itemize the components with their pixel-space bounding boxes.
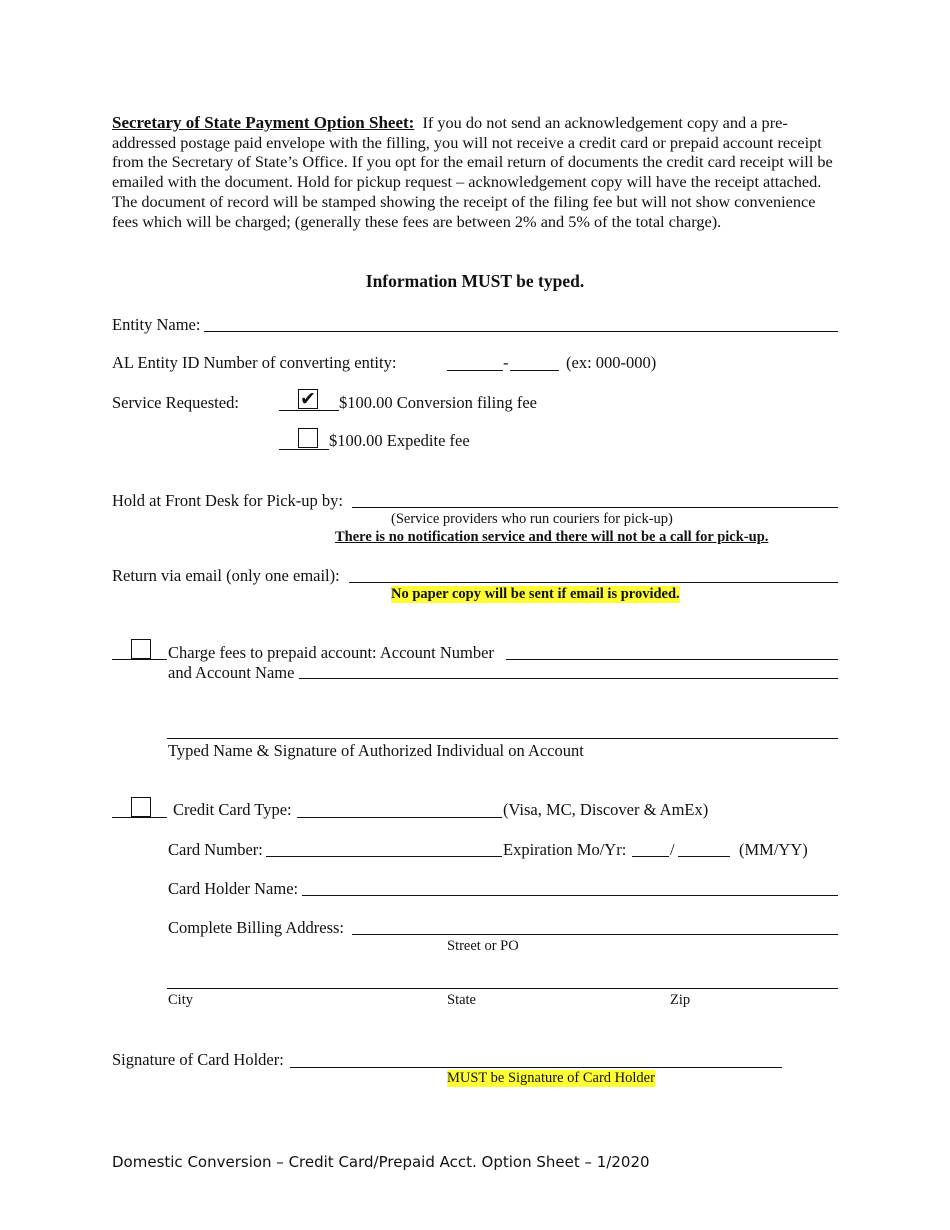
service-expedite-label: $100.00 Expedite fee: [329, 431, 470, 450]
street-caption: Street or PO: [447, 938, 519, 954]
billing-city-state-zip-field[interactable]: [167, 988, 838, 989]
entity-name-label: Entity Name:: [112, 315, 201, 334]
prepaid-account-name-label: and Account Name: [168, 663, 295, 682]
credit-card-type-label: Credit Card Type:: [173, 800, 292, 819]
entity-id-label: AL Entity ID Number of converting entity:: [112, 353, 397, 372]
zip-caption: Zip: [670, 992, 691, 1008]
entity-id-example: (ex: 000-000): [566, 353, 657, 372]
hold-pickup-label: Hold at Front Desk for Pick-up by:: [112, 491, 343, 510]
credit-card-checkbox[interactable]: [131, 797, 151, 817]
card-number-label: Card Number:: [168, 840, 263, 859]
credit-card-type-note: (Visa, MC, Discover & AmEx): [503, 800, 709, 819]
entity-id-dash: -: [503, 353, 509, 372]
prepaid-account-name-field[interactable]: [299, 678, 838, 679]
hold-pickup-field[interactable]: [352, 507, 838, 508]
card-holder-name-label: Card Holder Name:: [168, 879, 299, 898]
hold-pickup-note: (Service providers who run couriers for pick-up): [391, 511, 673, 527]
expiration-month-field[interactable]: [632, 856, 669, 857]
credit-card-underline: [112, 817, 167, 818]
service-expedite-underline: [279, 449, 329, 450]
prepaid-underline: [112, 659, 167, 660]
expiration-label: Expiration Mo/Yr:: [503, 840, 627, 859]
expiration-format: (MM/YY): [739, 840, 808, 859]
prepaid-checkbox[interactable]: [131, 639, 151, 659]
credit-card-type-field[interactable]: [297, 817, 502, 818]
signature-note: MUST be Signature of Card Holder: [447, 1070, 655, 1086]
expiration-year-field[interactable]: [678, 856, 730, 857]
hold-pickup-warning: There is no notification service and there will not be a call for pick-up.: [335, 529, 769, 545]
entity-id-part2-field[interactable]: [510, 370, 559, 371]
intro-paragraph: [112, 113, 842, 231]
prepaid-signature-field[interactable]: [167, 738, 838, 739]
state-caption: State: [447, 992, 476, 1008]
card-holder-name-field[interactable]: [302, 895, 838, 896]
typed-notice: Information MUST be typed.: [365, 271, 585, 291]
email-warning: No paper copy will be sent if email is provided.: [391, 586, 680, 602]
prepaid-account-label: Charge fees to prepaid account: Account Number: [168, 643, 494, 662]
signature-field[interactable]: [290, 1067, 782, 1068]
intro-text: If you do not send an acknowledgement copy and a pre-addressed postage paid envelope with the filling, you will not receive a credit card or prepaid account receipt from the Secretary of State’s Office. If you opt for the email return of documents the credit card receipt will be emailed with the document. Hold for pickup request – acknowledgement copy will have the receipt attached. The document of record will be stamped showing the receipt of the filing fee but will not show convenience fees which will be charged; (generally these fees are between 2% and 5% of the total charge).: [112, 113, 833, 231]
entity-name-field[interactable]: [204, 331, 838, 332]
email-return-label: Return via email (only one email):: [112, 566, 340, 585]
service-conversion-checkbox[interactable]: [298, 389, 318, 409]
email-return-field[interactable]: [349, 582, 838, 583]
card-number-field[interactable]: [266, 856, 502, 857]
intro-heading: Secretary of State Payment Option Sheet:: [112, 113, 415, 132]
entity-id-part1-field[interactable]: [447, 370, 503, 371]
service-conversion-underline: [279, 410, 339, 411]
billing-address-label: Complete Billing Address:: [168, 918, 344, 937]
service-expedite-checkbox[interactable]: [298, 428, 318, 448]
service-requested-label: Service Requested:: [112, 393, 239, 412]
city-caption: City: [168, 992, 193, 1008]
signature-label: Signature of Card Holder:: [112, 1050, 284, 1069]
prepaid-signature-caption: Typed Name & Signature of Authorized Individual on Account: [168, 741, 584, 760]
page-footer: Domestic Conversion – Credit Card/Prepaid Acct. Option Sheet – 1/2020: [112, 1153, 650, 1171]
expiration-slash: /: [670, 840, 675, 859]
service-conversion-label: $100.00 Conversion filing fee: [339, 393, 537, 412]
prepaid-account-number-field[interactable]: [506, 659, 838, 660]
billing-street-field[interactable]: [352, 934, 838, 935]
check-icon: ✔: [300, 388, 316, 410]
